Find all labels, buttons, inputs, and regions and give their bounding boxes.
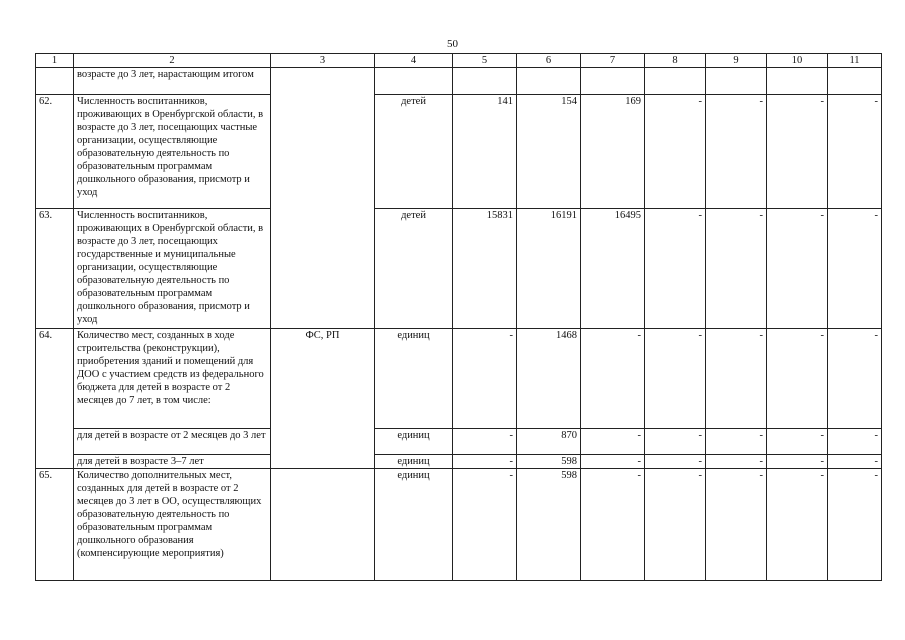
value-col10 xyxy=(767,68,828,95)
column-header: 7 xyxy=(581,54,645,68)
source-cell xyxy=(271,68,375,95)
source-cell xyxy=(271,455,375,469)
indicator-text: для детей в возрасте 3–7 лет xyxy=(74,455,271,469)
value-col6: 16191 xyxy=(517,209,581,329)
value-col10: - xyxy=(767,455,828,469)
table-row xyxy=(36,329,882,429)
value-col6: 870 xyxy=(517,429,581,455)
row-number: 63. xyxy=(36,209,74,329)
value-col5: - xyxy=(453,329,517,429)
row-number: 65. xyxy=(36,469,74,581)
row-number xyxy=(36,429,74,455)
column-header: 5 xyxy=(453,54,517,68)
value-col11: - xyxy=(828,95,882,209)
row-number: 64. xyxy=(36,329,74,429)
value-col9 xyxy=(706,68,767,95)
value-col6: 598 xyxy=(517,469,581,581)
value-col11: - xyxy=(828,209,882,329)
value-col6 xyxy=(517,68,581,95)
value-col10: - xyxy=(767,95,828,209)
table-row xyxy=(36,95,882,209)
value-col5: - xyxy=(453,469,517,581)
unit-cell: единиц xyxy=(375,429,453,455)
unit-cell: детей xyxy=(375,209,453,329)
value-col5: 15831 xyxy=(453,209,517,329)
value-col8: - xyxy=(645,209,706,329)
value-col9: - xyxy=(706,329,767,429)
value-col10: - xyxy=(767,469,828,581)
column-header: 10 xyxy=(767,54,828,68)
column-header: 4 xyxy=(375,54,453,68)
value-col7: 169 xyxy=(581,95,645,209)
value-col8 xyxy=(645,68,706,95)
value-col9: - xyxy=(706,469,767,581)
value-col7: - xyxy=(581,429,645,455)
column-header: 2 xyxy=(74,54,271,68)
value-col5: - xyxy=(453,455,517,469)
value-col11: - xyxy=(828,329,882,429)
value-col5: - xyxy=(453,429,517,455)
value-col8: - xyxy=(645,455,706,469)
row-number: 62. xyxy=(36,95,74,209)
value-col11: - xyxy=(828,455,882,469)
value-col5 xyxy=(453,68,517,95)
indicator-text: Численность воспитанников, проживающих в Оренбургской области, в возрасте до 3 лет, посещающих частные организации, осуществляющие образовательную деятельность по образовательным программам дошкольного образования, присмотр и уход xyxy=(74,95,271,209)
column-header: 3 xyxy=(271,54,375,68)
indicator-text: для детей в возрасте от 2 месяцев до 3 лет xyxy=(74,429,271,455)
value-col10: - xyxy=(767,429,828,455)
indicator-table xyxy=(35,53,882,581)
source-cell xyxy=(271,209,375,329)
value-col8: - xyxy=(645,95,706,209)
unit-cell: единиц xyxy=(375,329,453,429)
value-col5: 141 xyxy=(453,95,517,209)
value-col7: - xyxy=(581,455,645,469)
value-col8: - xyxy=(645,329,706,429)
column-header: 11 xyxy=(828,54,882,68)
indicator-text: Численность воспитанников, проживающих в Оренбургской области, в возрасте до 3 лет, посещающих государственные и муниципальные организации, осуществляющие образовательную деятельность по образовательным программам дошкольного образования, присмотр и уход xyxy=(74,209,271,329)
value-col7 xyxy=(581,68,645,95)
unit-cell: детей xyxy=(375,95,453,209)
value-col7: 16495 xyxy=(581,209,645,329)
source-cell: ФС, РП xyxy=(271,329,375,429)
source-cell xyxy=(271,95,375,209)
value-col9: - xyxy=(706,455,767,469)
value-col11 xyxy=(828,68,882,95)
value-col7: - xyxy=(581,469,645,581)
indicator-text: возрасте до 3 лет, нарастающим итогом xyxy=(74,68,271,95)
table-row xyxy=(36,68,882,95)
value-col6: 154 xyxy=(517,95,581,209)
unit-cell xyxy=(375,68,453,95)
value-col8: - xyxy=(645,429,706,455)
value-col6: 1468 xyxy=(517,329,581,429)
value-col9: - xyxy=(706,209,767,329)
column-header: 8 xyxy=(645,54,706,68)
column-number-row xyxy=(36,54,882,68)
value-col9: - xyxy=(706,429,767,455)
value-col10: - xyxy=(767,329,828,429)
table-row xyxy=(36,209,882,329)
value-col7: - xyxy=(581,329,645,429)
value-col11: - xyxy=(828,429,882,455)
value-col8: - xyxy=(645,469,706,581)
indicator-text: Количество мест, созданных в ходе строительства (реконструкции), приобретения зданий и помещений для ДОО с участием средств из федерального бюджета для детей в возрасте от 2 месяцев до 7 лет, в том числе: xyxy=(74,329,271,429)
column-header: 1 xyxy=(36,54,74,68)
unit-cell: единиц xyxy=(375,455,453,469)
value-col10: - xyxy=(767,209,828,329)
source-cell xyxy=(271,429,375,455)
column-header: 9 xyxy=(706,54,767,68)
unit-cell: единиц xyxy=(375,469,453,581)
value-col9: - xyxy=(706,95,767,209)
row-number xyxy=(36,68,74,95)
value-col11: - xyxy=(828,469,882,581)
table-row xyxy=(36,455,882,469)
source-cell xyxy=(271,469,375,581)
table-row xyxy=(36,469,882,581)
page-number: 50 xyxy=(447,38,458,50)
indicator-text: Количество дополнительных мест, созданных для детей в возрасте от 2 месяцев до 3 лет в ОО, осуществляющих образовательную деятельность по образовательным программам дошкольного образования (компенсирующие мероприятия) xyxy=(74,469,271,581)
row-number xyxy=(36,455,74,469)
column-header: 6 xyxy=(517,54,581,68)
table-row xyxy=(36,429,882,455)
value-col6: 598 xyxy=(517,455,581,469)
